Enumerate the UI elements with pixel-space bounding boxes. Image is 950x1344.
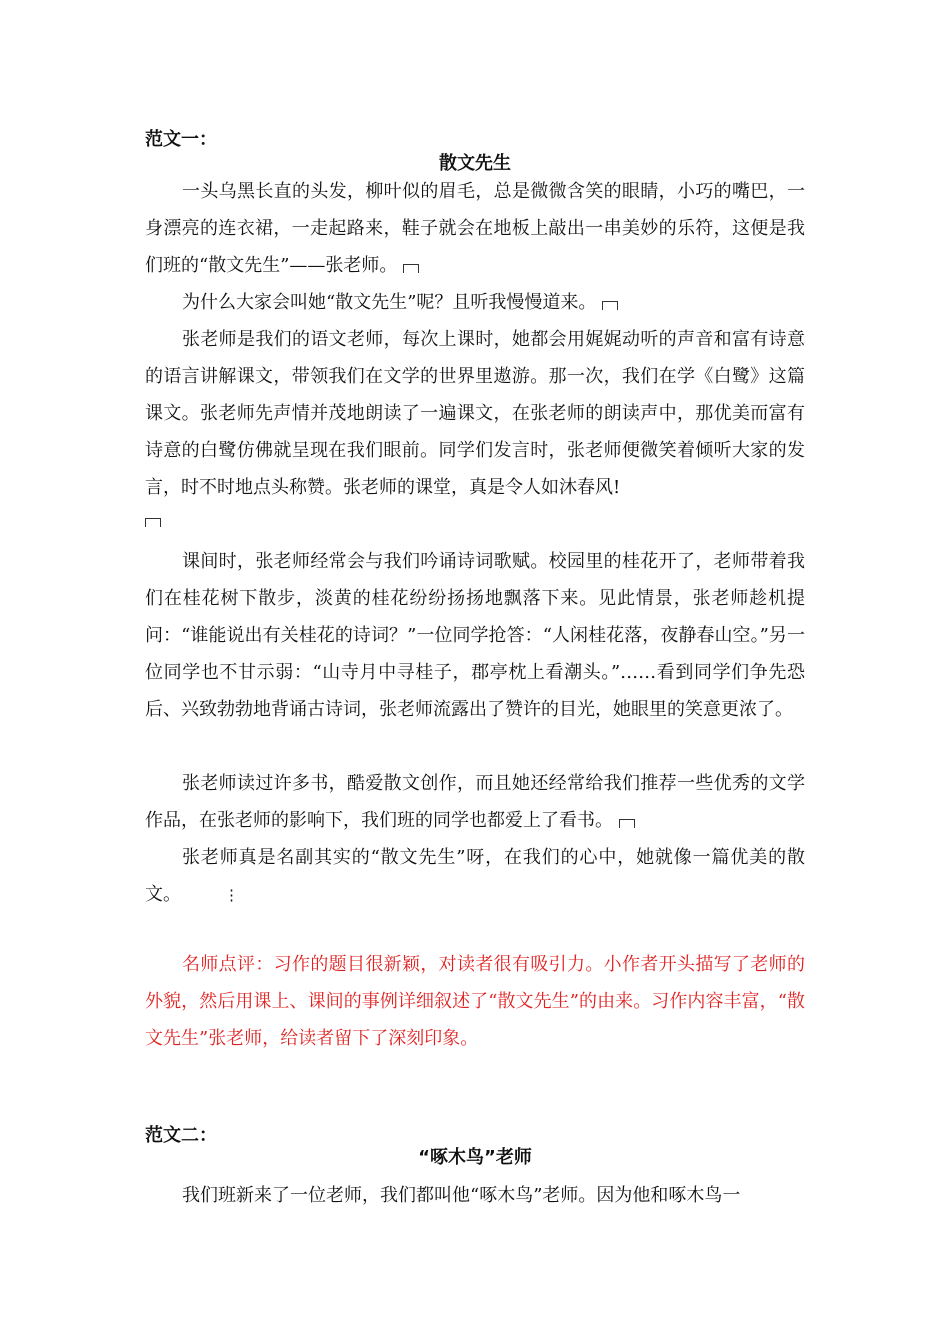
sample-1-teacher-comment: 名师点评：习作的题目很新颖，对读者很有吸引力。小作者开头描写了老师的外貌，然后用课上、课间的事例详细叙述了“散文先生”的由来。习作内容丰富，“散文先生”张老师，给读者留下了深刻印象。 <box>145 954 805 1049</box>
vertical-dots-icon: ⋮ <box>224 886 239 904</box>
sample-1-title: 散文先生 <box>439 153 511 174</box>
paragraph-mark-icon <box>602 301 618 310</box>
paragraph-mark-icon <box>619 819 635 828</box>
paragraph-mark-icon <box>403 264 419 273</box>
sample-1-paragraph-4: 课间时，张老师经常会与我们吟诵诗词歌赋。校园里的桂花开了，老师带着我们在桂花树下散步，淡黄的桂花纷纷扬扬地飘落下来。见此情景，张老师趁机提问：“谁能说出有关桂花的诗词？”一位同学抢答：“人闲桂花落，夜静春山空。”另一位同学也不甘示弱：“山寺月中寻桂子，郡亭枕上看潮头。”……看到同学们争先恐后、兴致勃勃地背诵古诗词，张老师流露出了赞许的目光，她眼里的笑意更浓了。 <box>145 551 805 720</box>
sample-1-paragraph-3: 张老师是我们的语文老师，每次上课时，她都会用娓娓动听的声音和富有诗意的语言讲解课文，带领我们在文学的世界里遨游。那一次，我们在学《白鹭》这篇课文。张老师先声情并茂地朗读了一遍课文，在张老师的朗读声中，那优美而富有诗意的白鹭仿佛就呈现在我们眼前。同学们发言时，张老师便微笑着倾听大家的发言，时不时地点头称赞。张老师的课堂，真是令人如沐春风! <box>145 321 805 527</box>
sample-1-paragraph-1: 一头乌黑长直的头发，柳叶似的眉毛，总是微微含笑的眼睛，小巧的嘴巴，一身漂亮的连衣裙，一走起路来，鞋子就会在地板上敲出一串美妙的乐符，这便是我们班的“散文先生”——张老师。 <box>145 181 805 276</box>
sample-1-paragraph-5: 张老师读过许多书，酷爱散文创作，而且她还经常给我们推荐一些优秀的文学作品，在张老师的影响下，我们班的同学也都爱上了看书。 <box>145 773 805 831</box>
sample-2-label: 范文二： <box>145 1125 217 1146</box>
sample-1-paragraph-6: 张老师真是名副其实的“散文先生”呀，在我们的心中，她就像一篇优美的散文。 ⋮ <box>145 839 805 914</box>
sample-1-label: 范文一： <box>145 129 217 150</box>
sample-2-title: “啄木鸟”老师 <box>418 1147 532 1168</box>
paragraph-mark-icon <box>145 518 161 527</box>
sample-2-paragraph-1: 我们班新来了一位老师，我们都叫他“啄木鸟”老师。因为他和啄木鸟一 <box>182 1185 741 1206</box>
sample-1-paragraph-2: 为什么大家会叫她“散文先生”呢？且听我慢慢道来。 <box>145 284 805 321</box>
